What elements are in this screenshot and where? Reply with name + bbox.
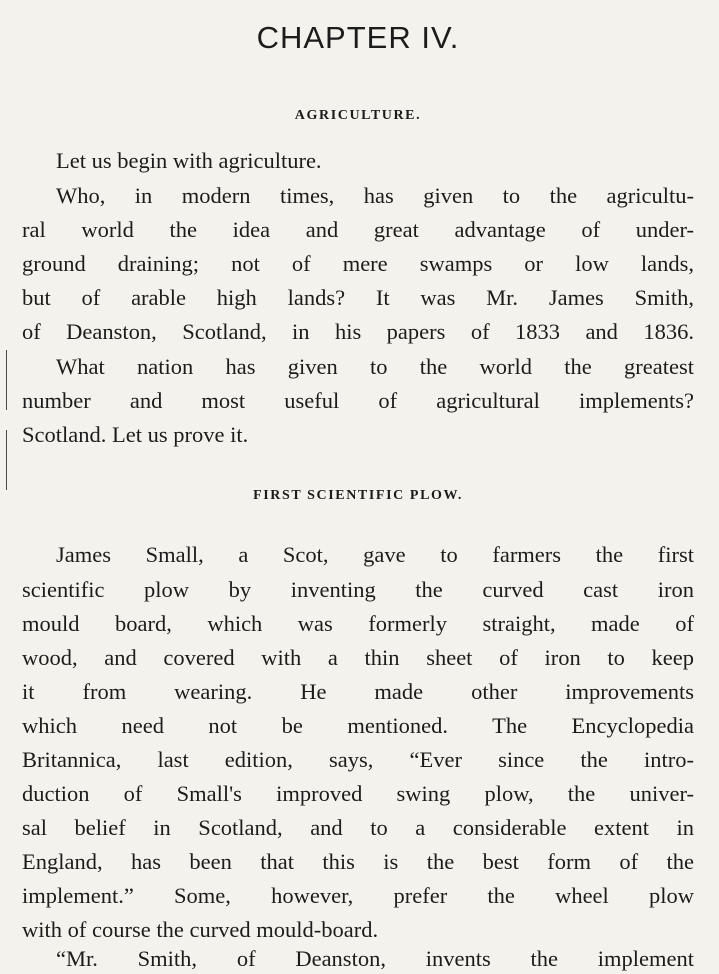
section-heading-first-scientific-plow: FIRST SCIENTIFIC PLOW. <box>253 488 463 503</box>
text-line: of Deanston, Scotland, in his papers of 1833 and 1836. <box>22 319 694 344</box>
text-line: scientific plow by inventing the curved cast iron <box>22 577 694 602</box>
text-line: mould board, which was formerly straight, made of <box>22 611 694 636</box>
text-line: Scotland. Let us prove it. <box>22 422 249 447</box>
text-line: implement.” Some, however, prefer the wheel plow <box>22 883 694 908</box>
text-line: England, has been that this is the best form of the <box>22 849 694 874</box>
text-line: wood, and covered with a thin sheet of iron to keep <box>22 645 694 670</box>
text-line: which need not be mentioned. The Encyclopedia <box>22 713 694 738</box>
margin-mark <box>6 350 7 410</box>
text-line: What nation has given to the world the greatest <box>56 354 694 379</box>
text-line: ground draining; not of mere swamps or low lands, <box>22 251 694 276</box>
text-line: but of arable high lands? It was Mr. James Smith, <box>22 285 694 310</box>
text-line: ral world the idea and great advantage of under- <box>22 217 694 242</box>
text-line: number and most useful of agricultural implements? <box>22 388 694 413</box>
text-line: sal belief in Scotland, and to a considerable extent in <box>22 815 694 840</box>
section-heading-agriculture: AGRICULTURE. <box>294 108 422 123</box>
text-line: James Small, a Scot, gave to farmers the first <box>56 542 694 567</box>
text-line: Let us begin with agriculture. <box>56 148 322 173</box>
chapter-title: CHAPTER IV. <box>256 20 460 55</box>
text-line: “Mr. Smith, of Deanston, invents the implement <box>56 946 694 971</box>
text-line: it from wearing. He made other improvements <box>22 679 694 704</box>
text-line: with of course the curved mould-board. <box>22 917 379 942</box>
text-line: Who, in modern times, has given to the agricultu- <box>56 183 694 208</box>
margin-mark <box>6 430 7 490</box>
text-line: duction of Small's improved swing plow, the univer- <box>22 781 694 806</box>
text-line: Britannica, last edition, says, “Ever since the intro- <box>22 747 694 772</box>
